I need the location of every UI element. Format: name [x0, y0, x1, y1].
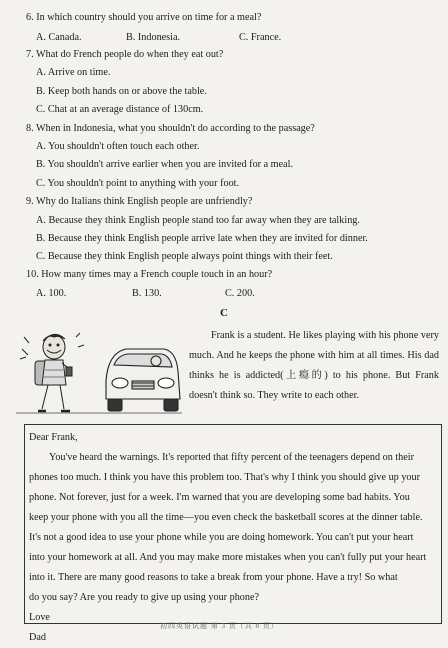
- option-7c: C. Chat at an average distance of 130cm.: [36, 104, 204, 115]
- option-10a: A. 100.: [36, 288, 67, 299]
- option-10b: B. 130.: [132, 288, 162, 299]
- question-6-options: [36, 32, 281, 45]
- section-c-title: C: [220, 307, 228, 319]
- letter-line-8: do you say? Are you ready to give up using your phone?: [29, 591, 260, 603]
- question-6: 6. In which country should you arrive on time for a meal?: [26, 12, 262, 23]
- option-10c: C. 200.: [225, 288, 255, 299]
- letter-line-4: keep your phone with you all the time—you even check the basketball scores at the dinner table.: [29, 511, 423, 523]
- letter-greeting: Dear Frank,: [29, 432, 78, 443]
- section-c-story-text: Frank is a student. He likes playing with his phone very much. And he keeps the phone with him at all times. His dad thinks he is addicted(上瘾的) to his phone. But Frank doesn't think so. They write to each other.: [189, 330, 439, 401]
- option-9a: A. Because they think English people stand too far away when they are talking.: [36, 215, 360, 226]
- page-footer: 初四英语试题 第 3 页（共 8 页）: [160, 622, 279, 630]
- option-6c: C. France.: [239, 32, 282, 43]
- boy-and-car-illustration: [14, 325, 184, 417]
- letter-line-1: You've heard the warnings. It's reported that fifty percent of the teenagers depend on their: [49, 451, 415, 463]
- question-7: 7. What do French people do when they eat out?: [26, 49, 224, 60]
- letter-line-7: into it. There are many good reasons to take a break from your phone. Have a try! So what: [29, 571, 398, 583]
- option-7b: B. Keep both hands on or above the table.: [36, 86, 207, 97]
- option-8a: A. You shouldn't often touch each other.: [36, 141, 200, 152]
- letter-line-2: phones too much. I think you have this problem too. That's why I think you should give up your: [29, 471, 420, 483]
- letter-closing: Love: [29, 611, 50, 623]
- option-7a: A. Arrive on time.: [36, 67, 111, 78]
- option-9c: C. Because they think English people always point things with their feet.: [36, 251, 333, 262]
- option-8c: C. You shouldn't point to anything with your foot.: [36, 178, 240, 189]
- option-8b: B. You shouldn't arrive earlier when you are invited for a meal.: [36, 159, 294, 170]
- option-6b: B. Indonesia.: [126, 32, 181, 43]
- question-10-options: [36, 288, 255, 301]
- option-6a: A. Canada.: [36, 32, 82, 43]
- section-c-story: [189, 326, 439, 406]
- question-9: 9. Why do Italians think English people are unfriendly?: [26, 196, 253, 207]
- question-10: 10. How many times may a French couple touch in an hour?: [26, 269, 273, 280]
- letter-line-5: It's not a good idea to use your phone while you are doing homework. You can't put your heart: [29, 531, 414, 543]
- letter-line-6: into your homework at all. And you may make more mistakes when you can't fully put your heart: [29, 551, 427, 563]
- option-9b: B. Because they think English people arrive late when they are invited for dinner.: [36, 233, 368, 244]
- question-8: 8. When in Indonesia, what you shouldn't do according to the passage?: [26, 123, 315, 134]
- letter-signature: Dad: [29, 631, 46, 643]
- letter-line-3: phone. Not forever, just for a week. I'm warned that you are developing some bad habits. You: [29, 491, 410, 503]
